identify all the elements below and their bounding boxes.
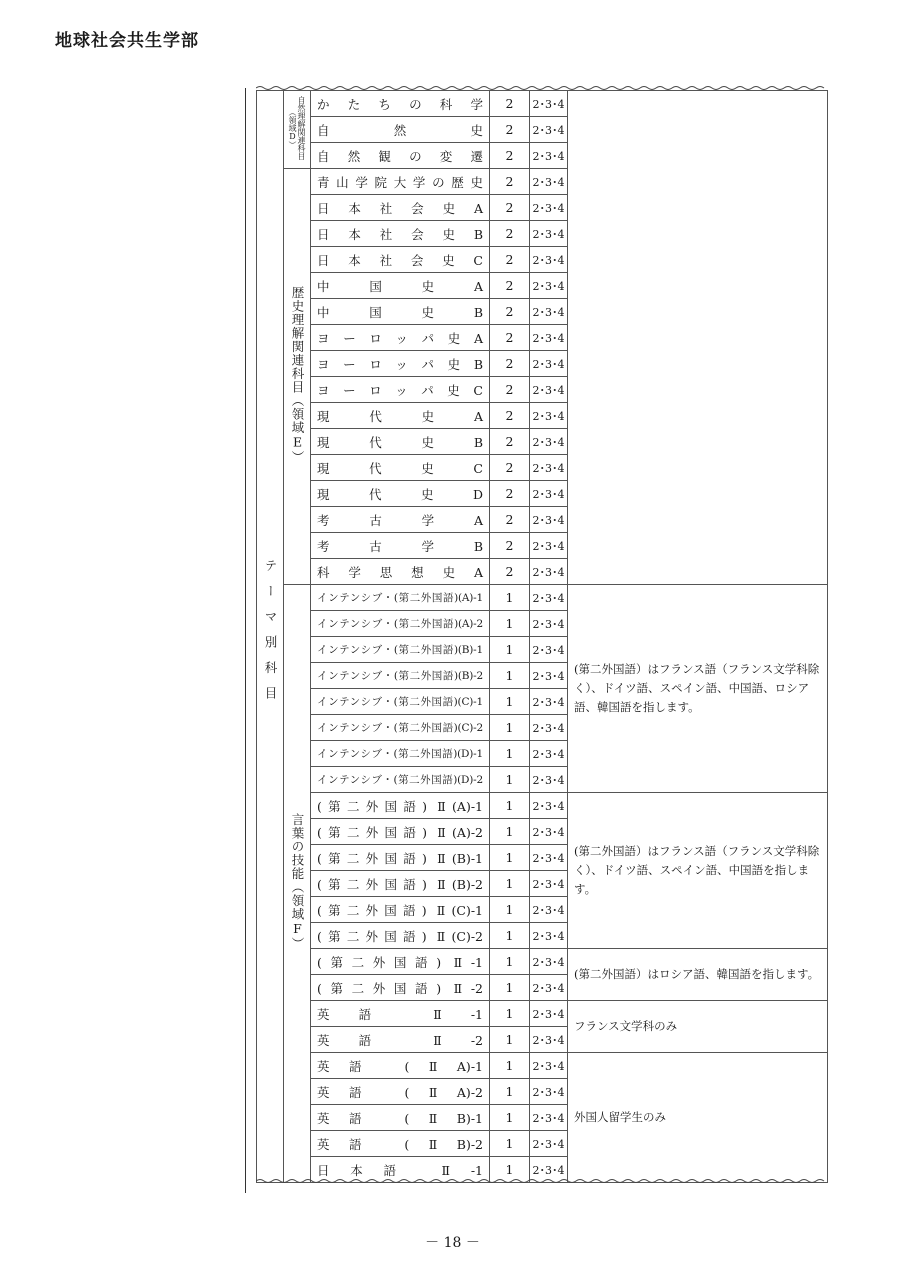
years: 2･3･4 xyxy=(530,195,568,221)
group-label: 歴史理解関連科目（領域E） xyxy=(290,286,305,464)
credits: 2 xyxy=(490,117,530,143)
years: 2･3･4 xyxy=(530,767,568,793)
years: 2･3･4 xyxy=(530,923,568,949)
faculty-title: 地球社会共生学部 xyxy=(55,31,199,51)
credits: 1 xyxy=(490,897,530,923)
course-name: 日本社会史C xyxy=(311,247,490,273)
course-name: 日本語 Ⅱ-1 xyxy=(311,1157,490,1183)
course-name: 日本社会史A xyxy=(311,195,490,221)
years: 2･3･4 xyxy=(530,845,568,871)
course-table xyxy=(256,90,828,1183)
credits: 1 xyxy=(490,663,530,689)
course-name: 科学思想史A xyxy=(311,559,490,585)
credits: 1 xyxy=(490,949,530,975)
credits: 2 xyxy=(490,403,530,429)
years: 2･3･4 xyxy=(530,1001,568,1027)
group-label: 自然理解関連科目（領域D） xyxy=(288,96,306,160)
table-row xyxy=(257,1053,828,1079)
credits: 2 xyxy=(490,169,530,195)
credits: 1 xyxy=(490,689,530,715)
course-name: 現代史B xyxy=(311,429,490,455)
credits: 2 xyxy=(490,273,530,299)
credits: 1 xyxy=(490,845,530,871)
course-name: (第二外国語) Ⅱ(B)-2 xyxy=(311,871,490,897)
course-name: インテンシブ・(第二外国語)(B)-2 xyxy=(311,663,490,689)
credits: 2 xyxy=(490,325,530,351)
years: 2･3･4 xyxy=(530,975,568,1001)
years: 2･3･4 xyxy=(530,741,568,767)
credits: 1 xyxy=(490,871,530,897)
course-name: 日本社会史B xyxy=(311,221,490,247)
years: 2･3･4 xyxy=(530,429,568,455)
course-name: (第二外国語) Ⅱ(B)-1 xyxy=(311,845,490,871)
course-name: 現代史D xyxy=(311,481,490,507)
course-name: 英語 (ⅡA)-2 xyxy=(311,1079,490,1105)
years: 2･3･4 xyxy=(530,949,568,975)
years: 2･3･4 xyxy=(530,611,568,637)
years: 2･3･4 xyxy=(530,481,568,507)
credits: 2 xyxy=(490,299,530,325)
course-name: 中国史A xyxy=(311,273,490,299)
credits: 2 xyxy=(490,429,530,455)
years: 2･3･4 xyxy=(530,403,568,429)
credits: 2 xyxy=(490,507,530,533)
years: 2･3･4 xyxy=(530,507,568,533)
years: 2･3･4 xyxy=(530,715,568,741)
table-row xyxy=(257,793,828,819)
course-name: (第二外国語) Ⅱ-1 xyxy=(311,949,490,975)
course-name: 自然観の変遷 xyxy=(311,143,490,169)
credits: 1 xyxy=(490,611,530,637)
credits: 1 xyxy=(490,819,530,845)
years: 2･3･4 xyxy=(530,169,568,195)
years: 2･3･4 xyxy=(530,221,568,247)
course-name: インテンシブ・(第二外国語)(A)-1 xyxy=(311,585,490,611)
credits: 1 xyxy=(490,741,530,767)
credits: 1 xyxy=(490,1105,530,1131)
note-cell: (第二外国語）はフランス語（フランス文学科除く）、ドイツ語、スペイン語、中国語、ロシア語、韓国語を指します。 xyxy=(568,585,828,793)
credits: 2 xyxy=(490,455,530,481)
credits: 1 xyxy=(490,923,530,949)
course-name: 青山学院大学の歴史 xyxy=(311,169,490,195)
course-name: 英語 (ⅡA)-1 xyxy=(311,1053,490,1079)
years: 2･3･4 xyxy=(530,455,568,481)
credits: 2 xyxy=(490,533,530,559)
years: 2･3･4 xyxy=(530,1131,568,1157)
note-cell: フランス文学科のみ xyxy=(568,1001,828,1053)
credits: 1 xyxy=(490,715,530,741)
credits: 2 xyxy=(490,247,530,273)
credits: 1 xyxy=(490,1131,530,1157)
group-label: 言葉の技能（領域F） xyxy=(290,813,305,951)
credits: 2 xyxy=(490,195,530,221)
table-row xyxy=(257,1001,828,1027)
cut-bottom-wave xyxy=(256,1177,826,1185)
years: 2･3･4 xyxy=(530,273,568,299)
credits: 1 xyxy=(490,1157,530,1183)
course-name: かたちの科学 xyxy=(311,91,490,117)
table-row xyxy=(257,949,828,975)
course-name: (第二外国語) Ⅱ(C)-2 xyxy=(311,923,490,949)
years: 2･3･4 xyxy=(530,819,568,845)
years: 2･3･4 xyxy=(530,117,568,143)
years: 2･3･4 xyxy=(530,1157,568,1183)
theme-label: テーマ別科目 xyxy=(263,558,278,712)
years: 2･3･4 xyxy=(530,1079,568,1105)
table-row xyxy=(257,91,828,117)
years: 2･3･4 xyxy=(530,871,568,897)
credits: 2 xyxy=(490,221,530,247)
group-cell-f xyxy=(284,585,311,1183)
theme-column xyxy=(257,91,284,1183)
course-name: 現代史C xyxy=(311,455,490,481)
years: 2･3･4 xyxy=(530,637,568,663)
credits: 1 xyxy=(490,1053,530,1079)
course-name: インテンシブ・(第二外国語)(A)-2 xyxy=(311,611,490,637)
years: 2･3･4 xyxy=(530,793,568,819)
years: 2･3･4 xyxy=(530,1027,568,1053)
course-name: 考古学A xyxy=(311,507,490,533)
credits: 1 xyxy=(490,637,530,663)
credits: 2 xyxy=(490,351,530,377)
course-name: (第二外国語) Ⅱ-2 xyxy=(311,975,490,1001)
course-name: インテンシブ・(第二外国語)(D)-2 xyxy=(311,767,490,793)
years: 2･3･4 xyxy=(530,299,568,325)
course-name: ヨーロッパ史A xyxy=(311,325,490,351)
years: 2･3･4 xyxy=(530,897,568,923)
credits: 1 xyxy=(490,1079,530,1105)
group-cell-e xyxy=(284,169,311,585)
page-number: － 18 － xyxy=(425,1235,480,1251)
group-cell-d xyxy=(284,91,311,169)
years: 2･3･4 xyxy=(530,689,568,715)
course-name: インテンシブ・(第二外国語)(C)-1 xyxy=(311,689,490,715)
credits: 1 xyxy=(490,1001,530,1027)
course-name: 英語 (ⅡB)-1 xyxy=(311,1105,490,1131)
margin-rule xyxy=(245,88,246,1193)
years: 2･3･4 xyxy=(530,351,568,377)
course-name: 英語 Ⅱ-2 xyxy=(311,1027,490,1053)
years: 2･3･4 xyxy=(530,533,568,559)
course-name: 考古学B xyxy=(311,533,490,559)
years: 2･3･4 xyxy=(530,663,568,689)
course-name: インテンシブ・(第二外国語)(D)-1 xyxy=(311,741,490,767)
note-cell: 外国人留学生のみ xyxy=(568,1053,828,1183)
note-cell xyxy=(568,91,828,585)
note-cell: (第二外国語）はロシア語、韓国語を指します。 xyxy=(568,949,828,1001)
course-name: 中国史B xyxy=(311,299,490,325)
credits: 2 xyxy=(490,91,530,117)
years: 2･3･4 xyxy=(530,377,568,403)
note-cell: (第二外国語）はフランス語（フランス文学科除く）、ドイツ語、スペイン語、中国語を指します。 xyxy=(568,793,828,949)
credits: 1 xyxy=(490,585,530,611)
years: 2･3･4 xyxy=(530,1053,568,1079)
course-name: 自然史 xyxy=(311,117,490,143)
years: 2･3･4 xyxy=(530,247,568,273)
table-row xyxy=(257,585,828,611)
course-name: 現代史A xyxy=(311,403,490,429)
course-name: (第二外国語) Ⅱ(A)-2 xyxy=(311,819,490,845)
credits: 2 xyxy=(490,377,530,403)
credits: 1 xyxy=(490,975,530,1001)
course-name: ヨーロッパ史C xyxy=(311,377,490,403)
course-name: (第二外国語) Ⅱ(A)-1 xyxy=(311,793,490,819)
credits: 1 xyxy=(490,1027,530,1053)
credits: 2 xyxy=(490,143,530,169)
course-name: 英語 (ⅡB)-2 xyxy=(311,1131,490,1157)
credits: 1 xyxy=(490,767,530,793)
credits: 1 xyxy=(490,793,530,819)
years: 2･3･4 xyxy=(530,1105,568,1131)
course-name: インテンシブ・(第二外国語)(B)-1 xyxy=(311,637,490,663)
course-name: (第二外国語) Ⅱ(C)-1 xyxy=(311,897,490,923)
years: 2･3･4 xyxy=(530,559,568,585)
years: 2･3･4 xyxy=(530,91,568,117)
years: 2･3･4 xyxy=(530,325,568,351)
years: 2･3･4 xyxy=(530,143,568,169)
course-name: ヨーロッパ史B xyxy=(311,351,490,377)
course-name: インテンシブ・(第二外国語)(C)-2 xyxy=(311,715,490,741)
years: 2･3･4 xyxy=(530,585,568,611)
credits: 2 xyxy=(490,481,530,507)
credits: 2 xyxy=(490,559,530,585)
course-name: 英語 Ⅱ-1 xyxy=(311,1001,490,1027)
